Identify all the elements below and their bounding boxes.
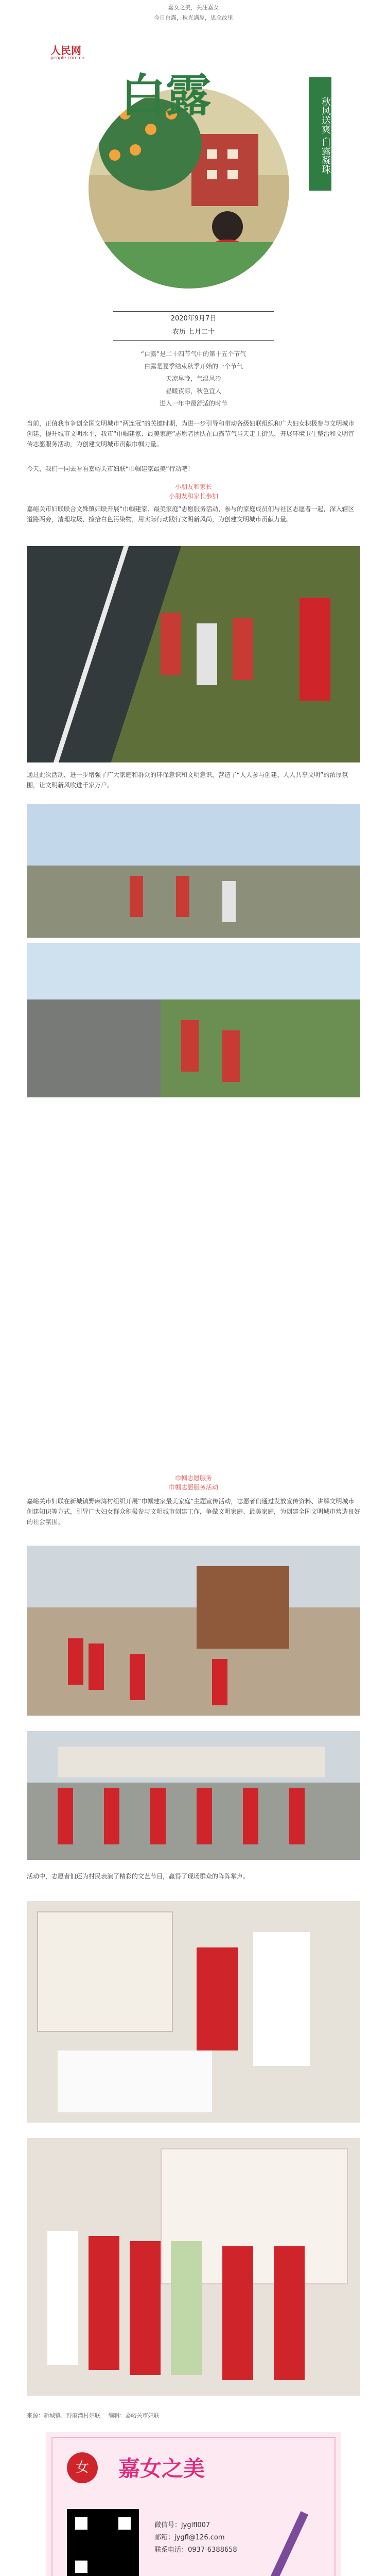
divider <box>113 311 274 312</box>
sky <box>27 1546 360 1607</box>
section-title: 小朋友和家长 <box>174 483 212 490</box>
dancer <box>243 1788 258 1844</box>
phone-row: 联系电话：0937-6388658 <box>154 2546 237 2554</box>
poem-line: “白露”是二十四节气中的第十五个节气 <box>140 350 247 358</box>
source-label: 来源：新城镇、野麻湾村妇联 <box>27 2412 100 2419</box>
header-line-1: 嘉女之美，关注嘉女 <box>168 4 219 11</box>
volunteer <box>89 1643 104 1690</box>
window <box>227 149 238 159</box>
intro-paragraph-2: 今天，我们一同去看看嘉峪关市妇联“巾帼建家最美”行动吧！ <box>27 465 194 472</box>
volunteer <box>130 876 143 917</box>
dancer <box>197 1788 212 1844</box>
pen <box>266 2511 308 2576</box>
date-lunar: 农历 七月二十 <box>172 328 215 336</box>
dancer <box>58 1788 73 1844</box>
fruit <box>109 149 120 161</box>
contact-info <box>154 2519 237 2556</box>
phone-label: 联系电话 <box>154 2546 182 2554</box>
email-row: 邮箱：jygfl@126.com <box>154 2534 225 2541</box>
qr-marker <box>72 2557 91 2576</box>
date-gregorian: 2020年9月7日 <box>170 315 217 323</box>
volunteer <box>181 1020 199 1072</box>
qr-marker <box>115 2514 134 2533</box>
poem-line: 进入一年中最舒适的时节 <box>159 400 227 407</box>
dancer <box>289 1788 305 1844</box>
dancer <box>150 1788 166 1844</box>
volunteer <box>222 881 236 922</box>
fruit <box>145 124 156 135</box>
paragraph: 活动中，志愿者们还为村民表演了精彩的文艺节目，赢得了现场群众的阵阵掌声。 <box>27 1873 250 1880</box>
volunteer <box>161 613 181 675</box>
photo-roadside <box>27 943 360 1097</box>
gate <box>197 1566 289 1649</box>
bushes <box>89 242 289 289</box>
girl-head <box>212 211 243 242</box>
volunteer <box>233 618 253 680</box>
wechat-value[interactable]: jyglfl007 <box>181 2521 210 2529</box>
logo-sub: people.com.cn <box>50 56 85 61</box>
photo-road <box>27 546 360 762</box>
volunteer <box>68 1638 83 1685</box>
window <box>227 170 238 179</box>
section-subtitle: 小朋友和家长参加 <box>168 493 218 500</box>
building <box>58 1747 325 1777</box>
section-subtitle: 巾帼志愿服务活动 <box>168 1484 218 1491</box>
person <box>253 1932 310 2066</box>
person <box>171 2241 202 2375</box>
window <box>207 170 217 179</box>
volunteer <box>197 623 217 685</box>
source-line <box>27 2411 360 2420</box>
poem-line: 昼暖夜凉，秋色宜人 <box>165 387 221 395</box>
person <box>130 2241 161 2375</box>
header-line-2: 今日白露，秋光满屋，思念故里 <box>154 14 233 21</box>
person <box>222 2246 253 2380</box>
paragraph: 嘉峪关市妇联联合文殊镇妇联开展“巾帼建家、最美家庭”志愿服务活动，参与的家庭成员们与社区志愿者一起，深入辖区道路两旁，清理垃圾、捡拾白色污染物，用实际行动践行文明新风尚，为创建文明城市贡献力量。 <box>27 505 355 523</box>
intro-paragraph: 当前，正值我市争创全国文明城市“两连冠”的关键时期，为进一步引导和带动各级妇联组织和广大妇女积极参与文明城市创建，提升城市文明水平，我市“巾帼建家、最美家庭”志愿者团队在白露节气当天走上街头，开展环境卫生整治和文明宣传志愿服务活动，为创建文明城市贡献巾帼力量。 <box>27 420 355 448</box>
fruit <box>130 144 141 156</box>
volunteer <box>222 1030 240 1082</box>
volunteer <box>212 1659 227 1705</box>
email-value[interactable]: jygfl@126.com <box>174 2534 225 2541</box>
qr-marker <box>72 2514 91 2533</box>
sky <box>27 804 360 866</box>
logo-text: 人民网 <box>50 44 81 57</box>
logo <box>50 42 81 57</box>
section-title: 巾帼志愿服务 <box>174 1475 212 1482</box>
paragraph: 嘉峪关市妇联在新城镇野麻湾村组织开展“巾帼建家最美家庭”主题宣传活动，志愿者们通过发放宣传资料、讲解文明城市创建知识等方式，引导广大妇女群众积极参与文明城市创建工作，争做文明家庭、最美家庭，为创建全国文明城市营造良好的社会氛围。 <box>27 1498 361 1526</box>
divider <box>113 340 274 341</box>
shelf <box>37 1911 173 2032</box>
poster-title: 白露 <box>120 69 211 122</box>
dancer <box>104 1788 119 1844</box>
photo-group <box>27 2138 360 2396</box>
photo-indoor <box>27 1901 360 2123</box>
side-banner: 秋风送爽 白露凝珠 <box>309 77 331 191</box>
person <box>274 2246 305 2380</box>
card-title: 嘉女之美 <box>118 2456 205 2481</box>
volunteer <box>130 1654 145 1700</box>
person <box>89 2236 119 2370</box>
table <box>58 2050 212 2112</box>
phone-value[interactable]: 0937-6388658 <box>188 2546 237 2554</box>
wechat-row: 微信号：jyglfl007 <box>154 2521 210 2529</box>
photo-courtyard <box>27 1546 360 1716</box>
road <box>27 999 161 1097</box>
pen-illustration-icon <box>262 2509 319 2576</box>
paragraph: 通过此次活动，进一步增强了广大家庭和群众的环保意识和文明意识，营造了“人人参与创建、人人共享文明”的浓厚氛围，让文明新风吹进千家万户。 <box>27 771 348 789</box>
poem-line: 天凉早晚，气温风冷 <box>165 375 221 382</box>
sky <box>27 943 360 999</box>
photo-village <box>27 804 360 938</box>
poster <box>27 31 360 299</box>
qr-code <box>67 2509 139 2576</box>
wechat-label: 微信号 <box>154 2521 175 2529</box>
volunteer <box>300 598 330 701</box>
email-label: 邮箱 <box>154 2534 168 2541</box>
volunteer <box>176 876 189 917</box>
poem-line: 白露是夏季结束秋季开始的一个节气 <box>144 363 243 370</box>
person <box>47 2231 78 2365</box>
brand-logo-icon: 女 <box>67 2452 98 2483</box>
person <box>197 1947 238 2050</box>
contact-card <box>46 2432 341 2576</box>
photo-dance <box>27 1731 360 1860</box>
editor-label: 编辑：嘉峪关市妇联 <box>108 2412 160 2419</box>
window <box>207 149 217 159</box>
ground <box>27 866 360 938</box>
